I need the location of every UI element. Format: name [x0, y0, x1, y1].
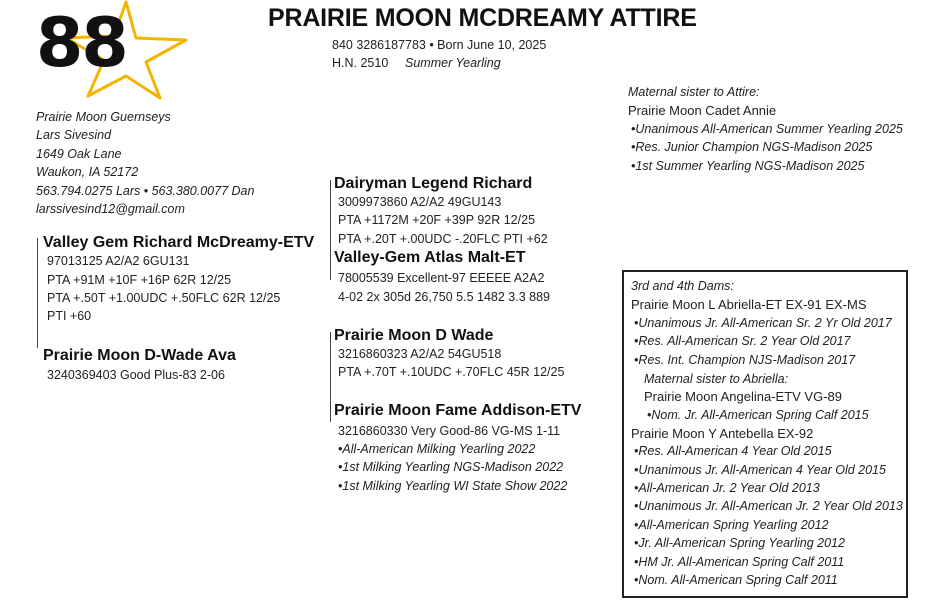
award-line: •Unanimous Jr. All-American Jr. 2 Year Old 2013 — [634, 499, 903, 513]
pedigree-bracket — [330, 180, 331, 280]
maternal-sister-name: Prairie Moon Cadet Annie — [628, 103, 777, 118]
herd-number: H.N. 2510 — [332, 56, 389, 70]
third-dam-name: Prairie Moon L Abriella-ET EX-91 EX-MS — [631, 297, 867, 312]
sire-sire-data: PTA +.20T +.00UDC -.20FLC PTI +62 — [338, 232, 548, 246]
dam-dam-name: Prairie Moon Fame Addison-ETV — [334, 402, 582, 419]
breeder-phones: 563.794.0275 Lars • 563.380.0077 Dan — [36, 184, 255, 198]
sire-dam-name: Valley-Gem Atlas Malt-ET — [334, 249, 526, 266]
breeder-farm: Prairie Moon Guernseys — [36, 110, 171, 124]
dam-dam-data: 3216860330 Very Good-86 VG-MS 1-11 — [338, 424, 561, 438]
fourth-dam-name: Prairie Moon Y Antebella EX-92 — [631, 426, 814, 441]
breeder-name: Lars Sivesind — [36, 128, 112, 142]
sire-data: PTI +60 — [47, 309, 92, 323]
sire-sire-name: Dairyman Legend Richard — [334, 175, 533, 192]
award-line: •Res. Junior Champion NGS-Madison 2025 — [631, 140, 873, 154]
lot-number: 88 — [36, 4, 127, 83]
award-line: •Unanimous All-American Summer Yearling 2025 — [631, 122, 903, 136]
sister-heading: Maternal sister to Abriella: — [644, 372, 789, 386]
sire-sire-data: PTA +1172M +20F +39P 92R 12/25 — [338, 213, 536, 227]
sire-dam-data: 78005539 Excellent-97 EEEEE A2A2 — [338, 271, 545, 285]
breeder-email: larssivesind12@gmail.com — [36, 202, 185, 216]
award-line: •1st Milking Yearling WI State Show 2022 — [338, 479, 568, 493]
award-line: •Jr. All-American Spring Yearling 2012 — [634, 536, 845, 550]
award-line: •HM Jr. All-American Spring Calf 2011 — [634, 555, 845, 569]
maternal-sister-heading: Maternal sister to Attire: — [628, 85, 760, 99]
award-line: •All-American Jr. 2 Year Old 2013 — [634, 481, 820, 495]
pedigree-bracket — [330, 332, 331, 422]
dam-name: Prairie Moon D-Wade Ava — [43, 347, 236, 364]
sire-name: Valley Gem Richard McDreamy-ETV — [43, 234, 315, 251]
dam-sire-data: PTA +.70T +.10UDC +.70FLC 45R 12/25 — [338, 365, 565, 379]
show-class: Summer Yearling — [405, 56, 501, 70]
award-line: •All-American Spring Yearling 2012 — [634, 518, 829, 532]
sire-data: PTA +.50T +1.00UDC +.50FLC 62R 12/25 — [47, 291, 281, 305]
award-line: •Res. Int. Champion NJS-Madison 2017 — [634, 353, 856, 367]
award-line: •Unanimous Jr. All-American 4 Year Old 2015 — [634, 463, 886, 477]
registration-line: 840 3286187783 • Born June 10, 2025 — [332, 38, 547, 52]
award-line: •1st Summer Yearling NGS-Madison 2025 — [631, 159, 865, 173]
dam-data: 3240369403 Good Plus-83 2-06 — [47, 368, 225, 382]
sire-data: 97013125 A2/A2 6GU131 — [47, 254, 190, 268]
breeder-street: 1649 Oak Lane — [36, 147, 122, 161]
sire-data: PTA +91M +10F +16P 62R 12/25 — [47, 273, 232, 287]
dams-box-heading: 3rd and 4th Dams: — [631, 279, 734, 293]
award-line: •Nom. Jr. All-American Spring Calf 2015 — [647, 408, 869, 422]
award-line: •Nom. All-American Spring Calf 2011 — [634, 573, 838, 587]
dam-sire-data: 3216860323 A2/A2 54GU518 — [338, 347, 502, 361]
breeder-city: Waukon, IA 52172 — [36, 165, 139, 179]
award-line: •1st Milking Yearling NGS-Madison 2022 — [338, 460, 564, 474]
page-title: PRAIRIE MOON MCDREAMY ATTIRE — [268, 4, 697, 32]
award-line: •Res. All-American Sr. 2 Year Old 2017 — [634, 334, 851, 348]
award-line: •All-American Milking Yearling 2022 — [338, 442, 536, 456]
sister-name: Prairie Moon Angelina-ETV VG-89 — [644, 389, 842, 404]
pedigree-bracket — [37, 238, 38, 348]
sire-sire-data: 3009973860 A2/A2 49GU143 — [338, 195, 502, 209]
dam-sire-name: Prairie Moon D Wade — [334, 327, 494, 344]
award-line: •Res. All-American 4 Year Old 2015 — [634, 444, 832, 458]
award-line: •Unanimous Jr. All-American Sr. 2 Yr Old 2017 — [634, 316, 892, 330]
sire-dam-data: 4-02 2x 305d 26,750 5.5 1482 3.3 889 — [338, 290, 550, 304]
